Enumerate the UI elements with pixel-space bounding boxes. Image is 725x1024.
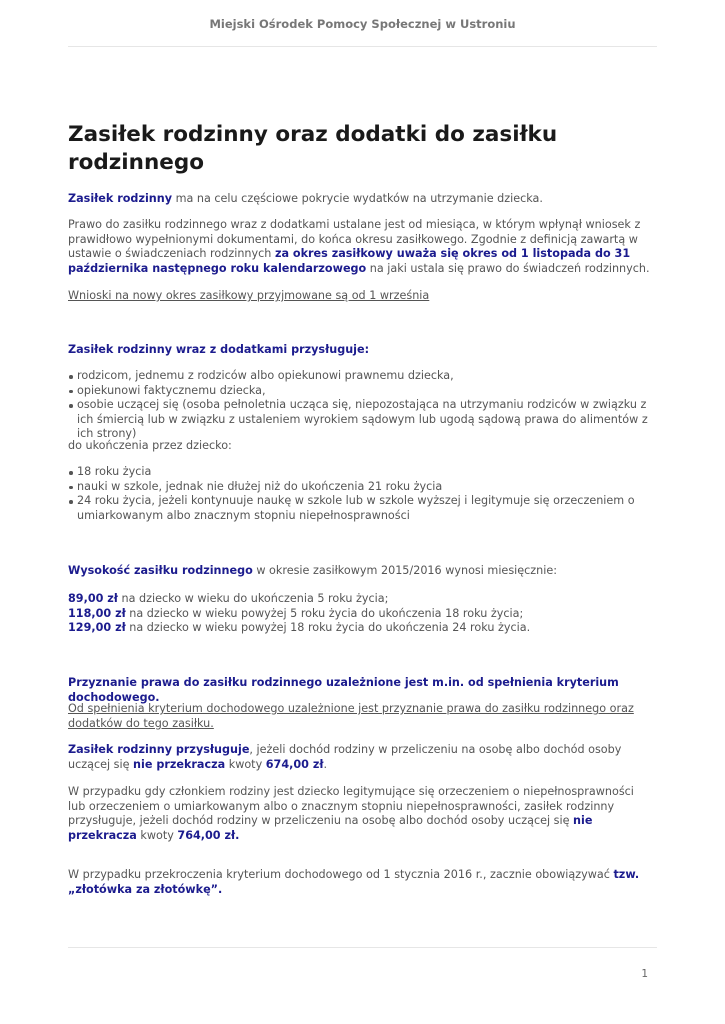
zloty-paragraph [68, 868, 653, 897]
amount-value: 118,00 zł [68, 606, 126, 620]
list-item: nauki w szkole, jednak nie dłużej niż do ukończenia 21 roku życia [68, 480, 658, 495]
amount-text: na dziecko w wieku do ukończenia 5 roku życia; [117, 592, 389, 605]
rights-text-2: na jaki ustala się prawo do świadczeń rodzinnych. [366, 261, 650, 275]
intro-text: ma na celu częściowe pokrycie wydatków na utrzymanie dziecka. [172, 192, 543, 205]
criterion-text-3: . [323, 757, 328, 771]
criterion-bold-2: nie przekracza [133, 757, 226, 771]
criterion-text-2: kwoty [225, 757, 266, 771]
amount-intro-bold: Wysokość zasiłku rodzinnego [68, 564, 253, 577]
entitled-list [68, 369, 658, 442]
list-item: opiekunowi faktycznemu dziecka, [68, 384, 658, 399]
list-item: osobie uczącej się (osoba pełnoletnia ucząca się, niepozostająca na utrzymaniu rodziców w związku z ich śmiercią lub w związku z ustaleniem wyrokiem sądowym lub ugodą sądową prawa do alimentów z ich strony) [68, 398, 658, 442]
criterion-note [68, 702, 653, 731]
disabled-text-1: W przypadku gdy członkiem rodziny jest dziecko legitymujące się orzeczeniem o niepełnosprawności lub orzeczeniem o umiarkowanym albo o znacznym stopniu niepełnosprawności, zasiłek rodzinny przysługuje, jeżeli dochód rodziny w przeliczeniu na osobę albo dochód osoby uczącej się [68, 785, 634, 828]
criterion-paragraph [68, 743, 653, 772]
list-item: rodzicom, jednemu z rodziców albo opiekunowi prawnemu dziecka, [68, 369, 658, 384]
amount-text: na dziecko w wieku powyżej 5 roku życia do ukończenia 18 roku życia; [125, 606, 524, 620]
entitled-heading: Zasiłek rodzinny wraz z dodatkami przysługuje: [68, 343, 370, 356]
rights-paragraph [68, 218, 653, 276]
rights-bold: za okres zasiłkowy uważa się okres od 1 listopada do 31 października następnego roku kalendarzowego [68, 247, 631, 275]
page-title: Zasiłek rodzinny oraz dodatki do zasiłku rodzinnego [68, 122, 558, 175]
disabled-bold-1: nie przekracza [68, 814, 593, 842]
header-divider [68, 46, 657, 47]
intro-paragraph [68, 192, 653, 207]
list-item: 18 roku życia [68, 465, 658, 480]
amount-value: 89,00 zł [68, 592, 118, 605]
zloty-bold: tzw. „złotówka za złotówkę”. [68, 868, 640, 896]
criterion-text-1: , jeżeli dochód rodziny w przeliczeniu na osobę albo dochód osoby uczącej się [68, 743, 622, 771]
page-header: Miejski Ośrodek Pomocy Społecznej w Ustroniu [209, 17, 516, 31]
zloty-text: W przypadku przekroczenia kryterium dochodowego od 1 stycznia 2016 r., zacznie obowiązywać [68, 868, 614, 881]
intro-bold: Zasiłek rodzinny [68, 192, 173, 205]
disabled-text-2: kwoty [136, 828, 178, 842]
criterion-bold-1: Zasiłek rodzinny przysługuje [68, 743, 250, 756]
page-number: 1 [641, 968, 648, 980]
amount-intro-text: w okresie zasiłkowym 2015/2016 wynosi miesięcznie: [252, 564, 558, 577]
rights-text-1: Prawo do zasiłku rodzinnego wraz z dodatkami ustalane jest od miesiąca, w którym wpłynął wniosek z prawidłowo wypełnionymi dokumentami, do końca okresu zasiłkowego. Zgodnie z definicją zawartą w ustawie o świadczeniach rodzinnych [68, 218, 641, 261]
footer-divider [68, 947, 657, 948]
applications-note-text: Wnioski na nowy okres zasiłkowy przyjmowane są od 1 września [68, 289, 430, 302]
criterion-heading: Przyznanie prawa do zasiłku rodzinnego uzależnione jest m.in. od spełnienia kryterium dochodowego. [68, 676, 619, 704]
disabled-bold-2: 764,00 zł. [177, 828, 240, 842]
list-item: 24 roku życia, jeżeli kontynuuje naukę w szkole lub w szkole wyższej i legitymuje się orzeczeniem o umiarkowanym albo znacznym stopniu niepełnosprawności [68, 494, 658, 523]
disabled-paragraph [68, 785, 653, 843]
until-label: do ukończenia przez dziecko: [68, 439, 232, 452]
age-list [68, 465, 658, 523]
amounts-block [68, 592, 653, 636]
amount-intro [68, 564, 653, 579]
amount-value: 129,00 zł [68, 621, 126, 635]
amount-text: na dziecko w wieku powyżej 18 roku życia do ukończenia 24 roku życia. [125, 621, 531, 635]
criterion-bold-3: 674,00 zł [265, 757, 324, 771]
criterion-note-text: Od spełnienia kryterium dochodowego uzależnione jest przyznanie prawa do zasiłku rodzinnego oraz dodatków do tego zasiłku. [68, 702, 634, 730]
applications-note [68, 289, 653, 304]
